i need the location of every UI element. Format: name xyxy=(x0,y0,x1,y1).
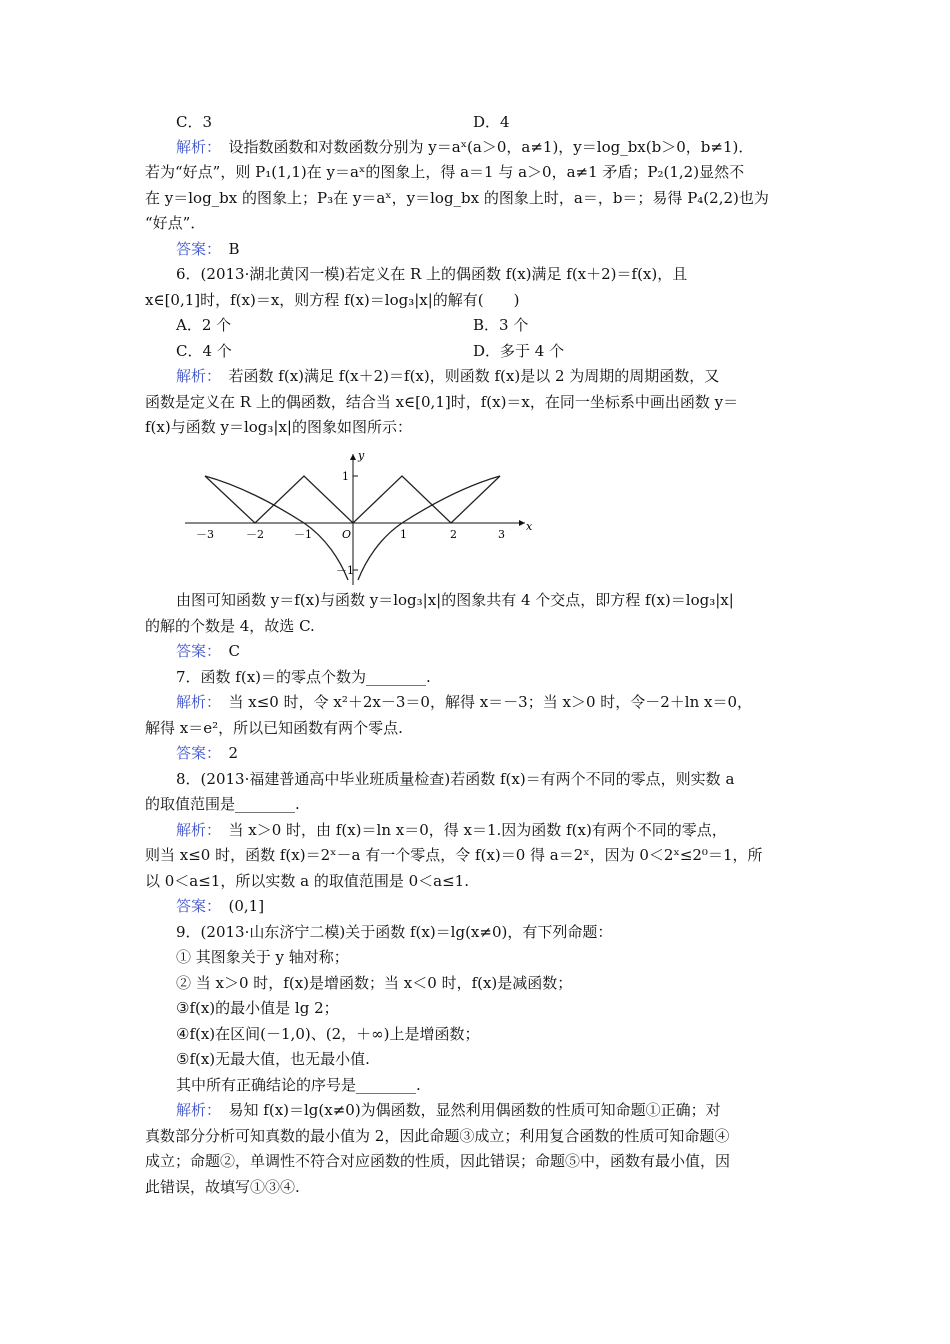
line-text: 9．(2013·山东济宁二模)关于函数 f(x)＝lg(x≠0)，有下列命题： xyxy=(176,923,613,941)
text-line xyxy=(176,998,339,1018)
text-line xyxy=(176,366,719,386)
answer-label: 解析： xyxy=(176,1101,214,1119)
line-text: 当 x＞0 时，由 f(x)＝ln x＝0，得 x＝1.因为函数 f(x)有两个不同的零点， xyxy=(213,821,727,839)
text-line xyxy=(176,315,231,335)
text-line xyxy=(176,641,240,661)
line-text: C．4 个 xyxy=(176,342,232,360)
line-text: x∈[0,1]时，f(x)＝x，则方程 f(x)＝log₃|x|的解有( ) xyxy=(145,291,520,309)
x-tick-label: 3 xyxy=(498,528,505,541)
text-line xyxy=(145,718,403,738)
line-text: B xyxy=(213,240,240,258)
line-text: 解得 x＝e²，所以已知函数有两个零点. xyxy=(145,719,403,737)
line-text: (0,1] xyxy=(213,897,265,915)
line-text: 的取值范围是________. xyxy=(145,795,300,813)
answer-label: 答案： xyxy=(176,744,214,762)
line-text: 6．(2013·湖北黄冈一模)若定义在 R 上的偶函数 f(x)满足 f(x＋2)＝f(x)，且 xyxy=(176,265,688,283)
line-text: 8．(2013·福建普通高中毕业班质量检查)若函数 f(x)＝有两个不同的零点，则实数 a xyxy=(176,770,735,788)
x-axis-arrow xyxy=(519,520,525,526)
answer-label: 解析： xyxy=(176,821,214,839)
text-line xyxy=(176,820,727,840)
text-line xyxy=(176,1100,721,1120)
line-text: f(x)与函数 y＝log₃|x|的图象如图所示： xyxy=(145,418,412,436)
text-line xyxy=(176,112,212,132)
text-line xyxy=(176,1075,421,1095)
text-line xyxy=(473,341,564,361)
line-text: 若为“好点”，则 P₁(1,1)在 y＝aˣ的图象上，得 a＝1 与 a＞0，a≠1 矛盾；P₂(1,2)显然不 xyxy=(145,163,745,181)
line-text: 的解的个数是 4，故选 C. xyxy=(145,617,315,635)
line-text: 7．函数 f(x)＝的零点个数为________. xyxy=(176,668,431,686)
x-tick-label: －3 xyxy=(196,528,214,541)
line-text: ① 其图象关于 y 轴对称； xyxy=(176,948,349,966)
x-tick-label: 1 xyxy=(400,528,407,541)
line-text: 函数是定义在 R 上的偶函数，结合当 x∈[0,1]时，f(x)＝x，在同一坐标系中画出函数 y＝ xyxy=(145,393,739,411)
text-line xyxy=(145,162,744,182)
text-line xyxy=(145,1177,300,1197)
text-line xyxy=(145,871,469,891)
text-line xyxy=(176,1024,479,1044)
text-line xyxy=(176,692,752,712)
line-text: 真数部分分析可知真数的最小值为 2，因此命题③成立；利用复合函数的性质可知命题④ xyxy=(145,1127,730,1145)
text-line xyxy=(145,213,205,233)
text-line xyxy=(145,290,520,310)
line-text: C xyxy=(213,642,240,660)
text-line xyxy=(473,315,528,335)
line-text: 易知 f(x)＝lg(x≠0)为偶函数，显然利用偶函数的性质可知命题①正确；对 xyxy=(213,1101,721,1119)
line-text: C．3 xyxy=(176,113,213,131)
answer-label: 解析： xyxy=(176,367,214,385)
line-text: 2 xyxy=(213,744,239,762)
line-text: 其中所有正确结论的序号是________. xyxy=(176,1076,421,1094)
x-tick-label: 2 xyxy=(450,528,457,541)
text-line xyxy=(176,590,734,610)
line-text: B．3 个 xyxy=(473,316,529,334)
text-line xyxy=(145,845,763,865)
answer-label: 解析： xyxy=(176,693,214,711)
log-curve-right xyxy=(358,476,500,580)
text-line xyxy=(176,947,349,967)
answer-label: 答案： xyxy=(176,897,214,915)
text-line xyxy=(176,264,687,284)
text-line xyxy=(145,794,300,814)
x-tick-label: －2 xyxy=(246,528,264,541)
y-axis-label: y xyxy=(358,450,365,462)
line-text: ⑤f(x)无最大值，也无最小值. xyxy=(176,1050,370,1068)
text-line xyxy=(145,392,738,412)
line-text: “好点”． xyxy=(145,214,206,232)
y-axis-arrow xyxy=(350,454,356,460)
text-line xyxy=(176,973,572,993)
text-line xyxy=(145,188,769,208)
text-line xyxy=(176,922,612,942)
text-line xyxy=(176,769,734,789)
text-line xyxy=(145,1151,730,1171)
y-tick-label: －1 xyxy=(336,564,354,577)
answer-label: 答案： xyxy=(176,240,214,258)
text-line xyxy=(176,137,753,157)
text-line xyxy=(473,112,510,132)
origin-label: O xyxy=(342,528,352,541)
x-tick-label: －1 xyxy=(294,528,312,541)
line-text: ② 当 x＞0 时，f(x)是增函数；当 x＜0 时，f(x)是减函数； xyxy=(176,974,573,992)
line-text: 由图可知函数 y＝f(x)与函数 y＝log₃|x|的图象共有 4 个交点，即方程 f(x)＝log₃|x| xyxy=(176,591,734,609)
answer-label: 解析： xyxy=(176,138,214,156)
text-line xyxy=(145,1126,729,1146)
function-graph xyxy=(180,450,540,590)
y-tick-label: 1 xyxy=(342,470,349,483)
line-text: 成立；命题②，单调性不符合对应函数的性质，因此错误；命题⑤中，函数有最小值，因 xyxy=(145,1152,731,1170)
line-text: 设指数函数和对数函数分别为 y＝aˣ(a＞0，a≠1)，y＝log_bx(b＞0，b≠1)． xyxy=(213,138,754,156)
answer-label: 答案： xyxy=(176,642,214,660)
text-line xyxy=(145,616,315,636)
log-curve-left xyxy=(205,476,348,580)
line-text: D．多于 4 个 xyxy=(473,342,565,360)
text-line xyxy=(176,896,264,916)
line-text: 以 0＜a≤1，所以实数 a 的取值范围是 0＜a≤1. xyxy=(145,872,469,890)
line-text: A．2 个 xyxy=(176,316,232,334)
text-line xyxy=(176,341,232,361)
line-text: 此错误，故填写①③④. xyxy=(145,1178,300,1196)
x-axis-label: x xyxy=(526,520,533,533)
line-text: ④f(x)在区间(－1,0)、(2，＋∞)上是增函数； xyxy=(176,1025,480,1043)
line-text: 则当 x≤0 时，函数 f(x)＝2ˣ－a 有一个零点，令 f(x)＝0 得 a＝2ˣ，因为 0＜2ˣ≤2⁰＝1，所 xyxy=(145,846,763,864)
text-line xyxy=(176,1049,370,1069)
line-text: 当 x≤0 时，令 x²＋2x－3＝0，解得 x＝－3；当 x＞0 时，令－2＋ln x＝0， xyxy=(213,693,753,711)
text-line xyxy=(176,743,238,763)
line-text: 若函数 f(x)满足 f(x＋2)＝f(x)，则函数 f(x)是以 2 为周期的周期函数，又 xyxy=(213,367,720,385)
text-line xyxy=(176,667,431,687)
text-line xyxy=(176,239,240,259)
line-text: ③f(x)的最小值是 lg 2； xyxy=(176,999,339,1017)
text-line xyxy=(145,417,412,437)
line-text: 在 y＝log_bx 的图象上；P₃在 y＝aˣ，y＝log_bx 的图象上时，a＝，b＝；易得 P₄(2,2)也为 xyxy=(145,189,769,207)
line-text: D．4 xyxy=(473,113,510,131)
